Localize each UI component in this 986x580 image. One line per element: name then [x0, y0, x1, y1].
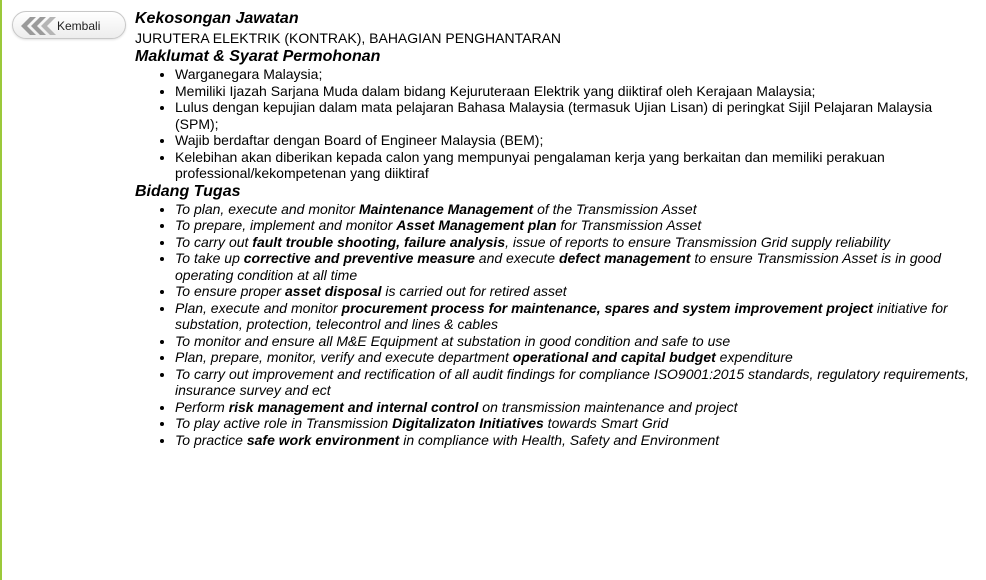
requirement-item: • Memiliki Ijazah Sarjana Muda dalam bidang Kejuruteraan Elektrik yang diiktiraf oleh Kerajaan Malaysia; — [175, 83, 975, 100]
duty-text: expenditure — [715, 349, 793, 365]
duty-item — [175, 250, 975, 283]
duty-text: To practice — [175, 431, 247, 448]
duty-item — [175, 432, 975, 449]
duty-emphasis: Asset Management plan — [396, 217, 557, 233]
duty-text: To prepare, implement and monitor — [175, 217, 397, 233]
duty-text: in compliance with Health, Safety and Environment — [399, 431, 720, 448]
duty-text: To plan, execute and monitor — [175, 200, 359, 217]
duty-emphasis: fault trouble shooting, failure analysis — [252, 233, 506, 250]
duty-text: to ensure Transmission Asset is in good operating condition at all time — [175, 250, 941, 283]
duties-list — [135, 201, 975, 449]
duty-emphasis: risk management and internal control — [228, 398, 479, 415]
duty-emphasis: Digitalizaton Initiatives — [392, 415, 544, 431]
requirements-heading: Maklumat & Syarat Permohonan — [135, 48, 381, 65]
duty-text: on transmission maintenance and project — [478, 398, 738, 415]
duty-text: Perform — [175, 398, 229, 415]
requirement-item: • Warganegara Malaysia; — [175, 66, 975, 83]
job-content — [135, 9, 975, 448]
duty-item — [175, 234, 975, 251]
duty-emphasis: procurement process for maintenance, spares and system improvement project — [341, 299, 873, 316]
duty-text: Plan, prepare, monitor, verify and execute department — [175, 349, 513, 365]
duty-text: is carried out for retired asset — [381, 283, 567, 299]
requirement-item: • Kelebihan akan diberikan kepada calon yang mempunyai pengalaman kerja yang berkaitan dan memiliki perakuan professional/kekompetenan yang diiktiraf — [175, 149, 975, 182]
duty-item — [175, 415, 975, 432]
duty-emphasis: operational and capital budget — [512, 349, 716, 365]
duty-emphasis: asset disposal — [285, 283, 382, 299]
duty-emphasis: corrective and preventive measure — [243, 250, 475, 266]
duty-item — [175, 300, 975, 333]
duty-emphasis: Maintenance Management — [358, 200, 534, 217]
double-chevron-left-icon — [19, 16, 59, 36]
duty-emphasis: safe work environment — [246, 431, 400, 448]
back-button-label: Kembali — [57, 19, 101, 33]
duty-text: To carry out — [175, 233, 253, 250]
duty-item — [175, 366, 975, 399]
duty-item — [175, 201, 975, 218]
duty-text: initiative for substation, protection, telecontrol and lines & cables — [175, 299, 948, 332]
requirement-item: • Lulus dengan kepujian dalam mata pelajaran Bahasa Malaysia (termasuk Ujian Lisan) di peringkat Sijil Pelajaran Malaysia (SPM); — [175, 99, 975, 132]
duty-text: To play active role in Transmission — [175, 415, 393, 431]
vacancy-heading: Kekosongan Jawatan — [135, 10, 299, 27]
duty-emphasis: defect management — [558, 250, 691, 266]
duty-text: To ensure proper — [175, 283, 285, 299]
back-button[interactable] — [12, 11, 126, 39]
duty-item — [175, 283, 975, 300]
duty-text: towards Smart Grid — [543, 415, 669, 431]
duty-text: To take up — [175, 250, 244, 266]
duties-heading: Bidang Tugas — [135, 182, 241, 200]
duty-item — [175, 399, 975, 416]
duty-text: of the Transmission Asset — [533, 200, 697, 217]
duty-text: and execute — [474, 250, 559, 266]
requirement-item: • Wajib berdaftar dengan Board of Engineer Malaysia (BEM); — [175, 132, 975, 149]
duty-text: Plan, execute and monitor — [175, 299, 342, 316]
position-title: JURUTERA ELEKTRIK (KONTRAK), BAHAGIAN PENGHANTARAN — [135, 30, 562, 46]
requirements-list — [135, 66, 975, 182]
duty-text: To monitor and ensure all M&E Equipment at substation in good condition and safe to use — [175, 332, 731, 349]
duty-item — [175, 217, 975, 234]
duty-item — [175, 349, 975, 366]
left-accent-rule — [0, 0, 2, 580]
duty-text: To carry out improvement and rectification of all audit findings for compliance ISO9001:2015 standards, regulatory requirements, insurance survey and ect — [175, 365, 970, 398]
duty-text: , issue of reports to ensure Transmission Grid supply reliability — [505, 233, 891, 250]
duty-text: for Transmission Asset — [556, 217, 702, 233]
duty-item — [175, 333, 975, 350]
